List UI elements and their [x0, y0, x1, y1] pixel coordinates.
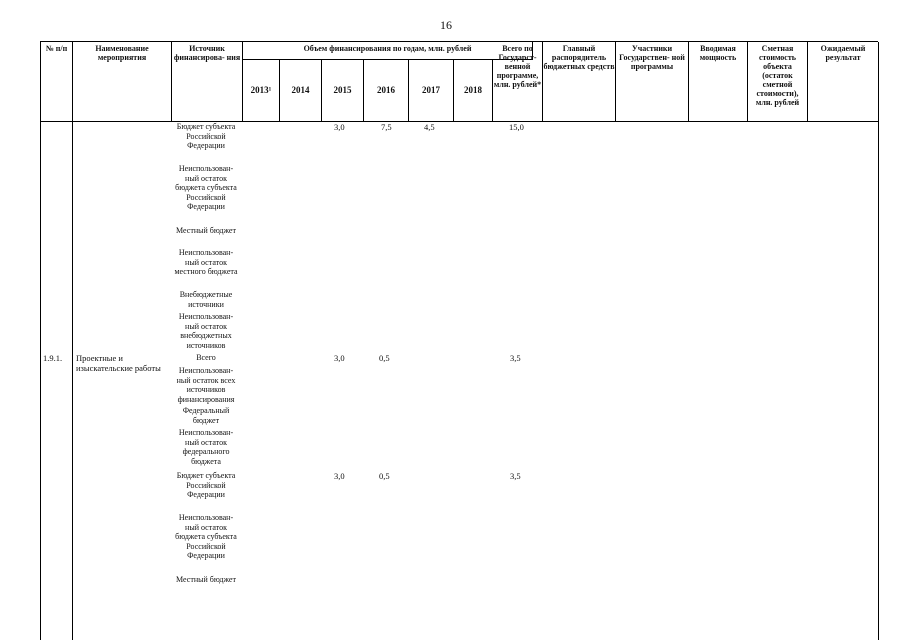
col-participants-header: Участники Государствен- ной программы — [616, 42, 689, 122]
row-name: Проектные и изыскательские работы — [76, 353, 161, 373]
source-label: Бюджет субъекта Российской Федерации — [176, 122, 236, 150]
source-label: Неиспользован- ный остаток всех источников финансирования — [176, 366, 236, 404]
value-total: 15,0 — [509, 122, 524, 132]
source-label: Местный бюджет — [176, 226, 236, 235]
source-label: Неиспользован- ный остаток бюджета субъекта Российской Федерации — [175, 164, 237, 211]
col-source-header: Источник финансирова- ния — [172, 42, 243, 122]
value-2015: 3,0 — [334, 471, 345, 481]
year-2015-header: 2015 — [322, 60, 364, 122]
value-2016: 0,5 — [379, 471, 390, 481]
value-total: 3,5 — [510, 353, 521, 363]
year-2013-header: 2013¹ — [243, 60, 280, 122]
year-2017-header: 2017 — [409, 60, 454, 122]
source-label: Неиспользован- ный остаток федерального бюджета — [178, 428, 234, 466]
col-estimate-header: Сметная стоимость объекта (остаток сметной стоимости), млн. рублей — [748, 42, 808, 122]
row-number: 1.9.1. — [43, 353, 63, 363]
funding-group-header: Объем финансирования по годам, млн. рублей — [243, 42, 533, 60]
value-2016: 0,5 — [379, 353, 390, 363]
col-name-header: Наименование мероприятия — [73, 42, 172, 122]
value-2016: 7,5 — [381, 122, 392, 132]
page-number: 16 — [440, 18, 452, 32]
source-label: Неиспользован- ный остаток бюджета субъекта Российской Федерации — [175, 513, 237, 560]
year-2014-header: 2014 — [280, 60, 322, 122]
col-capacity-header: Вводимая мощность — [689, 42, 748, 122]
source-label: Внебюджетные источники — [179, 290, 233, 309]
column-line — [878, 121, 879, 640]
value-total: 3,5 — [510, 471, 521, 481]
year-2016-header: 2016 — [364, 60, 409, 122]
source-label: Бюджет субъекта Российской Федерации — [176, 471, 236, 499]
year-2018-header: 2018 — [454, 60, 493, 122]
col-manager-header: Главный распорядитель бюджетных средств — [543, 42, 616, 122]
value-2017: 4,5 — [424, 122, 435, 132]
col-num-header: № п/п — [41, 42, 73, 122]
value-2015: 3,0 — [334, 122, 345, 132]
col-result-header: Ожидаемый результат — [808, 42, 879, 122]
source-label: Местный бюджет — [176, 575, 236, 584]
source-label: Неиспользован- ный остаток внебюджетных источников — [178, 312, 234, 350]
col-total-header: Всего по Государст- венной программе, млн. рублей* — [493, 42, 543, 122]
source-label: Всего — [196, 353, 216, 362]
column-line — [40, 121, 41, 640]
column-line — [72, 121, 73, 640]
source-label: Неиспользован- ный остаток местного бюджета — [174, 248, 238, 276]
table-header — [40, 41, 878, 122]
value-2015: 3,0 — [334, 353, 345, 363]
source-label: Федеральный бюджет — [182, 406, 230, 425]
